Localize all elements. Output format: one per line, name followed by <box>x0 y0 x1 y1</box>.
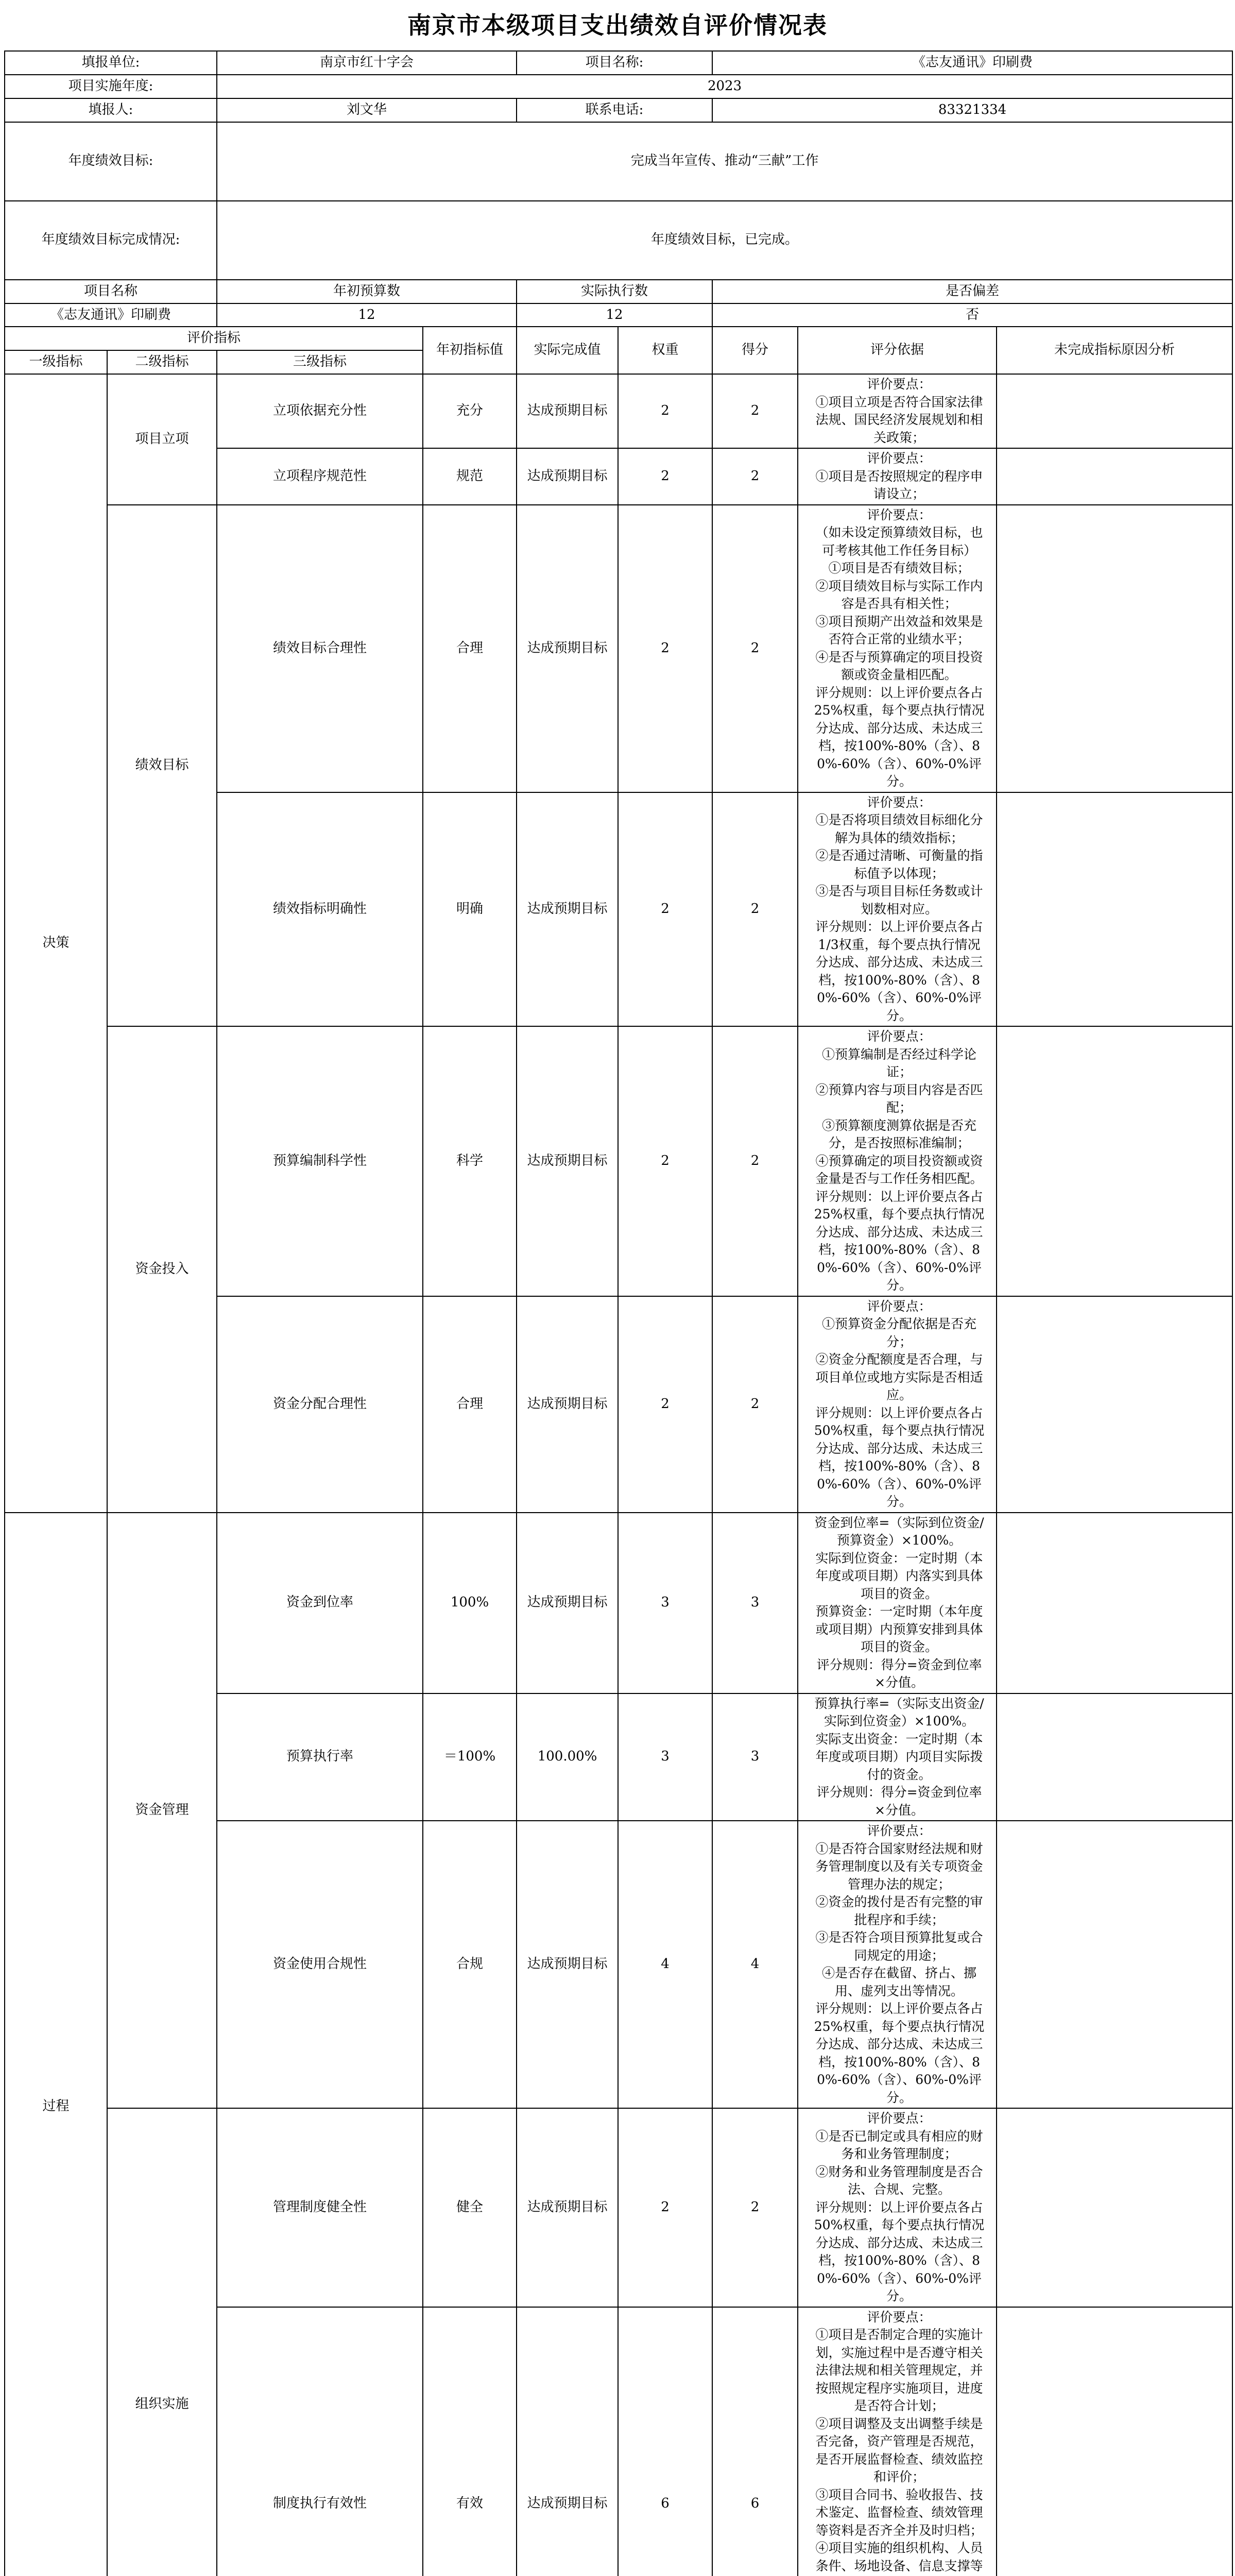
level1-header: 一级指标 <box>5 350 107 374</box>
reason-cell <box>997 792 1232 1027</box>
table-row <box>5 2108 1232 2307</box>
weight-cell: 2 <box>618 1296 712 1513</box>
basis-cell: 资金到位率=（实际到位资金/预算资金）×100%。 实际到位资金：一定时期（本年度或项目期）内落实到具体项目的资金。 预算资金：一定时期（本年度或项目期）内预算安排到具体项目的资金。 评分规则：得分=资金到位率×分值。 <box>798 1513 997 1693</box>
actual-cell: 达成预期目标 <box>517 374 618 448</box>
actual-cell: 达成预期目标 <box>517 2307 618 2576</box>
target-cell: 100% <box>423 1513 517 1693</box>
target-cell: 健全 <box>423 2108 517 2307</box>
weight-cell: 3 <box>618 1513 712 1693</box>
score-cell: 2 <box>712 1026 798 1296</box>
project-name-value: 《志友通讯》印刷费 <box>712 51 1232 75</box>
column-header-row-1 <box>5 327 1232 350</box>
score-cell: 2 <box>712 792 798 1027</box>
score-cell: 6 <box>712 2307 798 2576</box>
level3-cell: 预算编制科学性 <box>217 1026 423 1296</box>
header-row-unit <box>5 51 1232 75</box>
year-value: 2023 <box>217 75 1232 98</box>
basis-cell: 评价要点： ①是否已制定或具有相应的财务和业务管理制度； ②财务和业务管理制度是否合法、合规、完整。 评分规则：以上评价要点各占50%权重，每个要点执行情况分达成、部分达成、未达成三档，按100%-80%（含）、80%-60%（含）、60%-0%评分。 <box>798 2108 997 2307</box>
actual-cell: 达成预期目标 <box>517 1821 618 2108</box>
actual-cell: 100.00% <box>517 1693 618 1821</box>
reason-cell <box>997 2108 1232 2307</box>
target-cell: 科学 <box>423 1026 517 1296</box>
budget-amount: 12 <box>217 303 517 327</box>
level3-header: 三级指标 <box>217 350 423 374</box>
goal-completion-value: 年度绩效目标，已完成。 <box>217 201 1232 280</box>
basis-cell: 评价要点： （如未设定预算绩效目标，也可考核其他工作任务目标） ①项目是否有绩效目标； ②项目绩效目标与实际工作内容是否具有相关性； ③项目预期产出效益和效果是否符合正常的业绩水平； ④是否与预算确定的项目投资额或资金量相匹配。 评分规则：以上评价要点各占25%权重，每个要点执行情况分达成、部分达成、未达成三档，按100%-80%（含）、80%-60%（含）、60%-0%评分。 <box>798 505 997 792</box>
table-row <box>5 374 1232 448</box>
reason-cell <box>997 2307 1232 2576</box>
score-cell: 2 <box>712 1296 798 1513</box>
score-cell: 3 <box>712 1693 798 1821</box>
unit-label: 填报单位: <box>5 51 217 75</box>
reason-cell <box>997 505 1232 792</box>
weight-cell: 2 <box>618 792 712 1027</box>
score-cell: 2 <box>712 374 798 448</box>
score-cell: 2 <box>712 505 798 792</box>
actual-cell: 达成预期目标 <box>517 448 618 505</box>
header-row-year <box>5 75 1232 98</box>
table-row <box>5 1026 1232 1296</box>
level3-cell: 预算执行率 <box>217 1693 423 1821</box>
actual-cell: 达成预期目标 <box>517 792 618 1027</box>
indicator-group-header: 评价指标 <box>5 327 423 350</box>
level3-cell: 管理制度健全性 <box>217 2108 423 2307</box>
level3-cell: 立项程序规范性 <box>217 448 423 505</box>
level3-cell: 资金使用合规性 <box>217 1821 423 2108</box>
actual-cell: 达成预期目标 <box>517 2108 618 2307</box>
header-row-annual-goal <box>5 122 1232 201</box>
annual-goal-value: 完成当年宣传、推动“三献”工作 <box>217 122 1232 201</box>
basis-header: 评分依据 <box>798 327 997 374</box>
actual-cell: 达成预期目标 <box>517 1296 618 1513</box>
weight-cell: 4 <box>618 1821 712 2108</box>
reason-cell <box>997 374 1232 448</box>
basis-cell: 预算执行率=（实际支出资金/实际到位资金）×100%。 实际支出资金：一定时期（本年度或项目期）内项目实际拨付的资金。 评分规则：得分=资金到位率×分值。 <box>798 1693 997 1821</box>
target-cell: 明确 <box>423 792 517 1027</box>
actual-cell: 达成预期目标 <box>517 1026 618 1296</box>
basis-cell: 评价要点： ①是否符合国家财经法规和财务管理制度以及有关专项资金管理办法的规定； ②资金的拨付是否有完整的审批程序和手续； ③是否符合项目预算批复或合同规定的用途； ④是否存在截留、挤占、挪用、虚列支出等情况。 评分规则：以上评价要点各占25%权重，每个要点执行情况分达成、部分达成、未达成三档，按100%-80%（含）、80%-60%（含）、60%-0%评分。 <box>798 1821 997 2108</box>
weight-cell: 6 <box>618 2307 712 2576</box>
weight-cell: 2 <box>618 374 712 448</box>
budget-col-project: 项目名称 <box>5 280 217 303</box>
reason-header: 未完成指标原因分析 <box>997 327 1232 374</box>
level3-cell: 绩效指标明确性 <box>217 792 423 1027</box>
score-header: 得分 <box>712 327 798 374</box>
reason-cell <box>997 1821 1232 2108</box>
target-header: 年初指标值 <box>423 327 517 374</box>
reason-cell <box>997 448 1232 505</box>
target-cell: ＝100% <box>423 1693 517 1821</box>
level1-decision: 决策 <box>5 374 107 1513</box>
unit-value: 南京市红十字会 <box>217 51 517 75</box>
target-cell: 合理 <box>423 505 517 792</box>
basis-cell: 评价要点： ①预算资金分配依据是否充分； ②资金分配额度是否合理，与项目单位或地方实际是否相适应。 评分规则：以上评价要点各占50%权重，每个要点执行情况分达成、部分达成、未达成三档，按100%-80%（含）、80%-60%（含）、60%-0%评分。 <box>798 1296 997 1513</box>
table-row <box>5 505 1232 792</box>
actual-cell: 达成预期目标 <box>517 1513 618 1693</box>
filler-label: 填报人: <box>5 98 217 122</box>
level3-cell: 资金分配合理性 <box>217 1296 423 1513</box>
reason-cell <box>997 1693 1232 1821</box>
budget-value-row <box>5 303 1232 327</box>
score-cell: 4 <box>712 1821 798 2108</box>
page-title: 南京市本级项目支出绩效自评价情况表 <box>407 11 828 39</box>
phone-label: 联系电话: <box>517 98 712 122</box>
basis-cell: 评价要点： ①项目立项是否符合国家法律法规、国民经济发展规划和相关政策； <box>798 374 997 448</box>
level3-cell: 制度执行有效性 <box>217 2307 423 2576</box>
basis-cell: 评价要点： ①项目是否制定合理的实施计划，实施过程中是否遵守相关法律法规和相关管理规定，并按照规定程序实施项目，进度是否符合计划； ②项目调整及支出调整手续是否完备，资产管理是否规范，是否开展监督检查、绩效监控和评价； ③项目合同书、验收报告、技术鉴定、监督检查、绩效管理等资料是否齐全并及时归档； ④项目实施的组织机构、人员条件、场地设备、信息支撑等 <box>798 2307 997 2576</box>
evaluation-table <box>4 50 1233 2576</box>
basis-cell: 评价要点： ①项目是否按照规定的程序申请设立； <box>798 448 997 505</box>
target-cell: 合理 <box>423 1296 517 1513</box>
level3-cell: 绩效目标合理性 <box>217 505 423 792</box>
weight-cell: 2 <box>618 448 712 505</box>
header-row-filler <box>5 98 1232 122</box>
level2-header: 二级指标 <box>107 350 217 374</box>
filler-value: 刘文华 <box>217 98 517 122</box>
level2-fund-input: 资金投入 <box>107 1026 217 1513</box>
score-cell: 2 <box>712 2108 798 2307</box>
actual-header: 实际完成值 <box>517 327 618 374</box>
basis-cell: 评价要点： ①预算编制是否经过科学论证； ②预算内容与项目内容是否匹配； ③预算额度测算依据是否充分，是否按照标准编制； ④预算确定的项目投资额或资金量是否与工作任务相匹配。 评分规则：以上评价要点各占25%权重，每个要点执行情况分达成、部分达成、未达成三档，按100%-80%（含）、80%-60%（含）、60%-0%评分。 <box>798 1026 997 1296</box>
weight-header: 权重 <box>618 327 712 374</box>
target-cell: 有效 <box>423 2307 517 2576</box>
weight-cell: 2 <box>618 2108 712 2307</box>
level2-fund-mgmt: 资金管理 <box>107 1513 217 2109</box>
budget-deviation: 否 <box>712 303 1232 327</box>
annual-goal-label: 年度绩效目标: <box>5 122 217 201</box>
budget-actual: 12 <box>517 303 712 327</box>
budget-project: 《志友通讯》印刷费 <box>5 303 217 327</box>
level3-cell: 立项依据充分性 <box>217 374 423 448</box>
reason-cell <box>997 1026 1232 1296</box>
score-cell: 2 <box>712 448 798 505</box>
level2-perf-goal: 绩效目标 <box>107 505 217 1027</box>
score-cell: 3 <box>712 1513 798 1693</box>
level2-org-impl: 组织实施 <box>107 2108 217 2576</box>
level3-cell: 资金到位率 <box>217 1513 423 1693</box>
target-cell: 规范 <box>423 448 517 505</box>
actual-cell: 达成预期目标 <box>517 505 618 792</box>
header-row-goal-completion <box>5 201 1232 280</box>
goal-completion-label: 年度绩效目标完成情况: <box>5 201 217 280</box>
target-cell: 合规 <box>423 1821 517 2108</box>
budget-header-row <box>5 280 1232 303</box>
reason-cell <box>997 1296 1232 1513</box>
table-row <box>5 1513 1232 1693</box>
weight-cell: 3 <box>618 1693 712 1821</box>
basis-cell: 评价要点： ①是否将项目绩效目标细化分解为具体的绩效指标； ②是否通过清晰、可衡量的指标值予以体现； ③是否与项目目标任务数或计划数相对应。 评分规则：以上评价要点各占1/3权重，每个要点执行情况分达成、部分达成、未达成三档，按100%-80%（含）、80%-60%（含）、60%-0%评分。 <box>798 792 997 1027</box>
weight-cell: 2 <box>618 1026 712 1296</box>
reason-cell <box>997 1513 1232 1693</box>
level1-process: 过程 <box>5 1513 107 2576</box>
budget-col-budget: 年初预算数 <box>217 280 517 303</box>
level2-project-setup: 项目立项 <box>107 374 217 505</box>
year-label: 项目实施年度: <box>5 75 217 98</box>
target-cell: 充分 <box>423 374 517 448</box>
budget-col-deviation: 是否偏差 <box>712 280 1232 303</box>
phone-value: 83321334 <box>712 98 1232 122</box>
project-name-label: 项目名称: <box>517 51 712 75</box>
weight-cell: 2 <box>618 505 712 792</box>
budget-col-actual: 实际执行数 <box>517 280 712 303</box>
